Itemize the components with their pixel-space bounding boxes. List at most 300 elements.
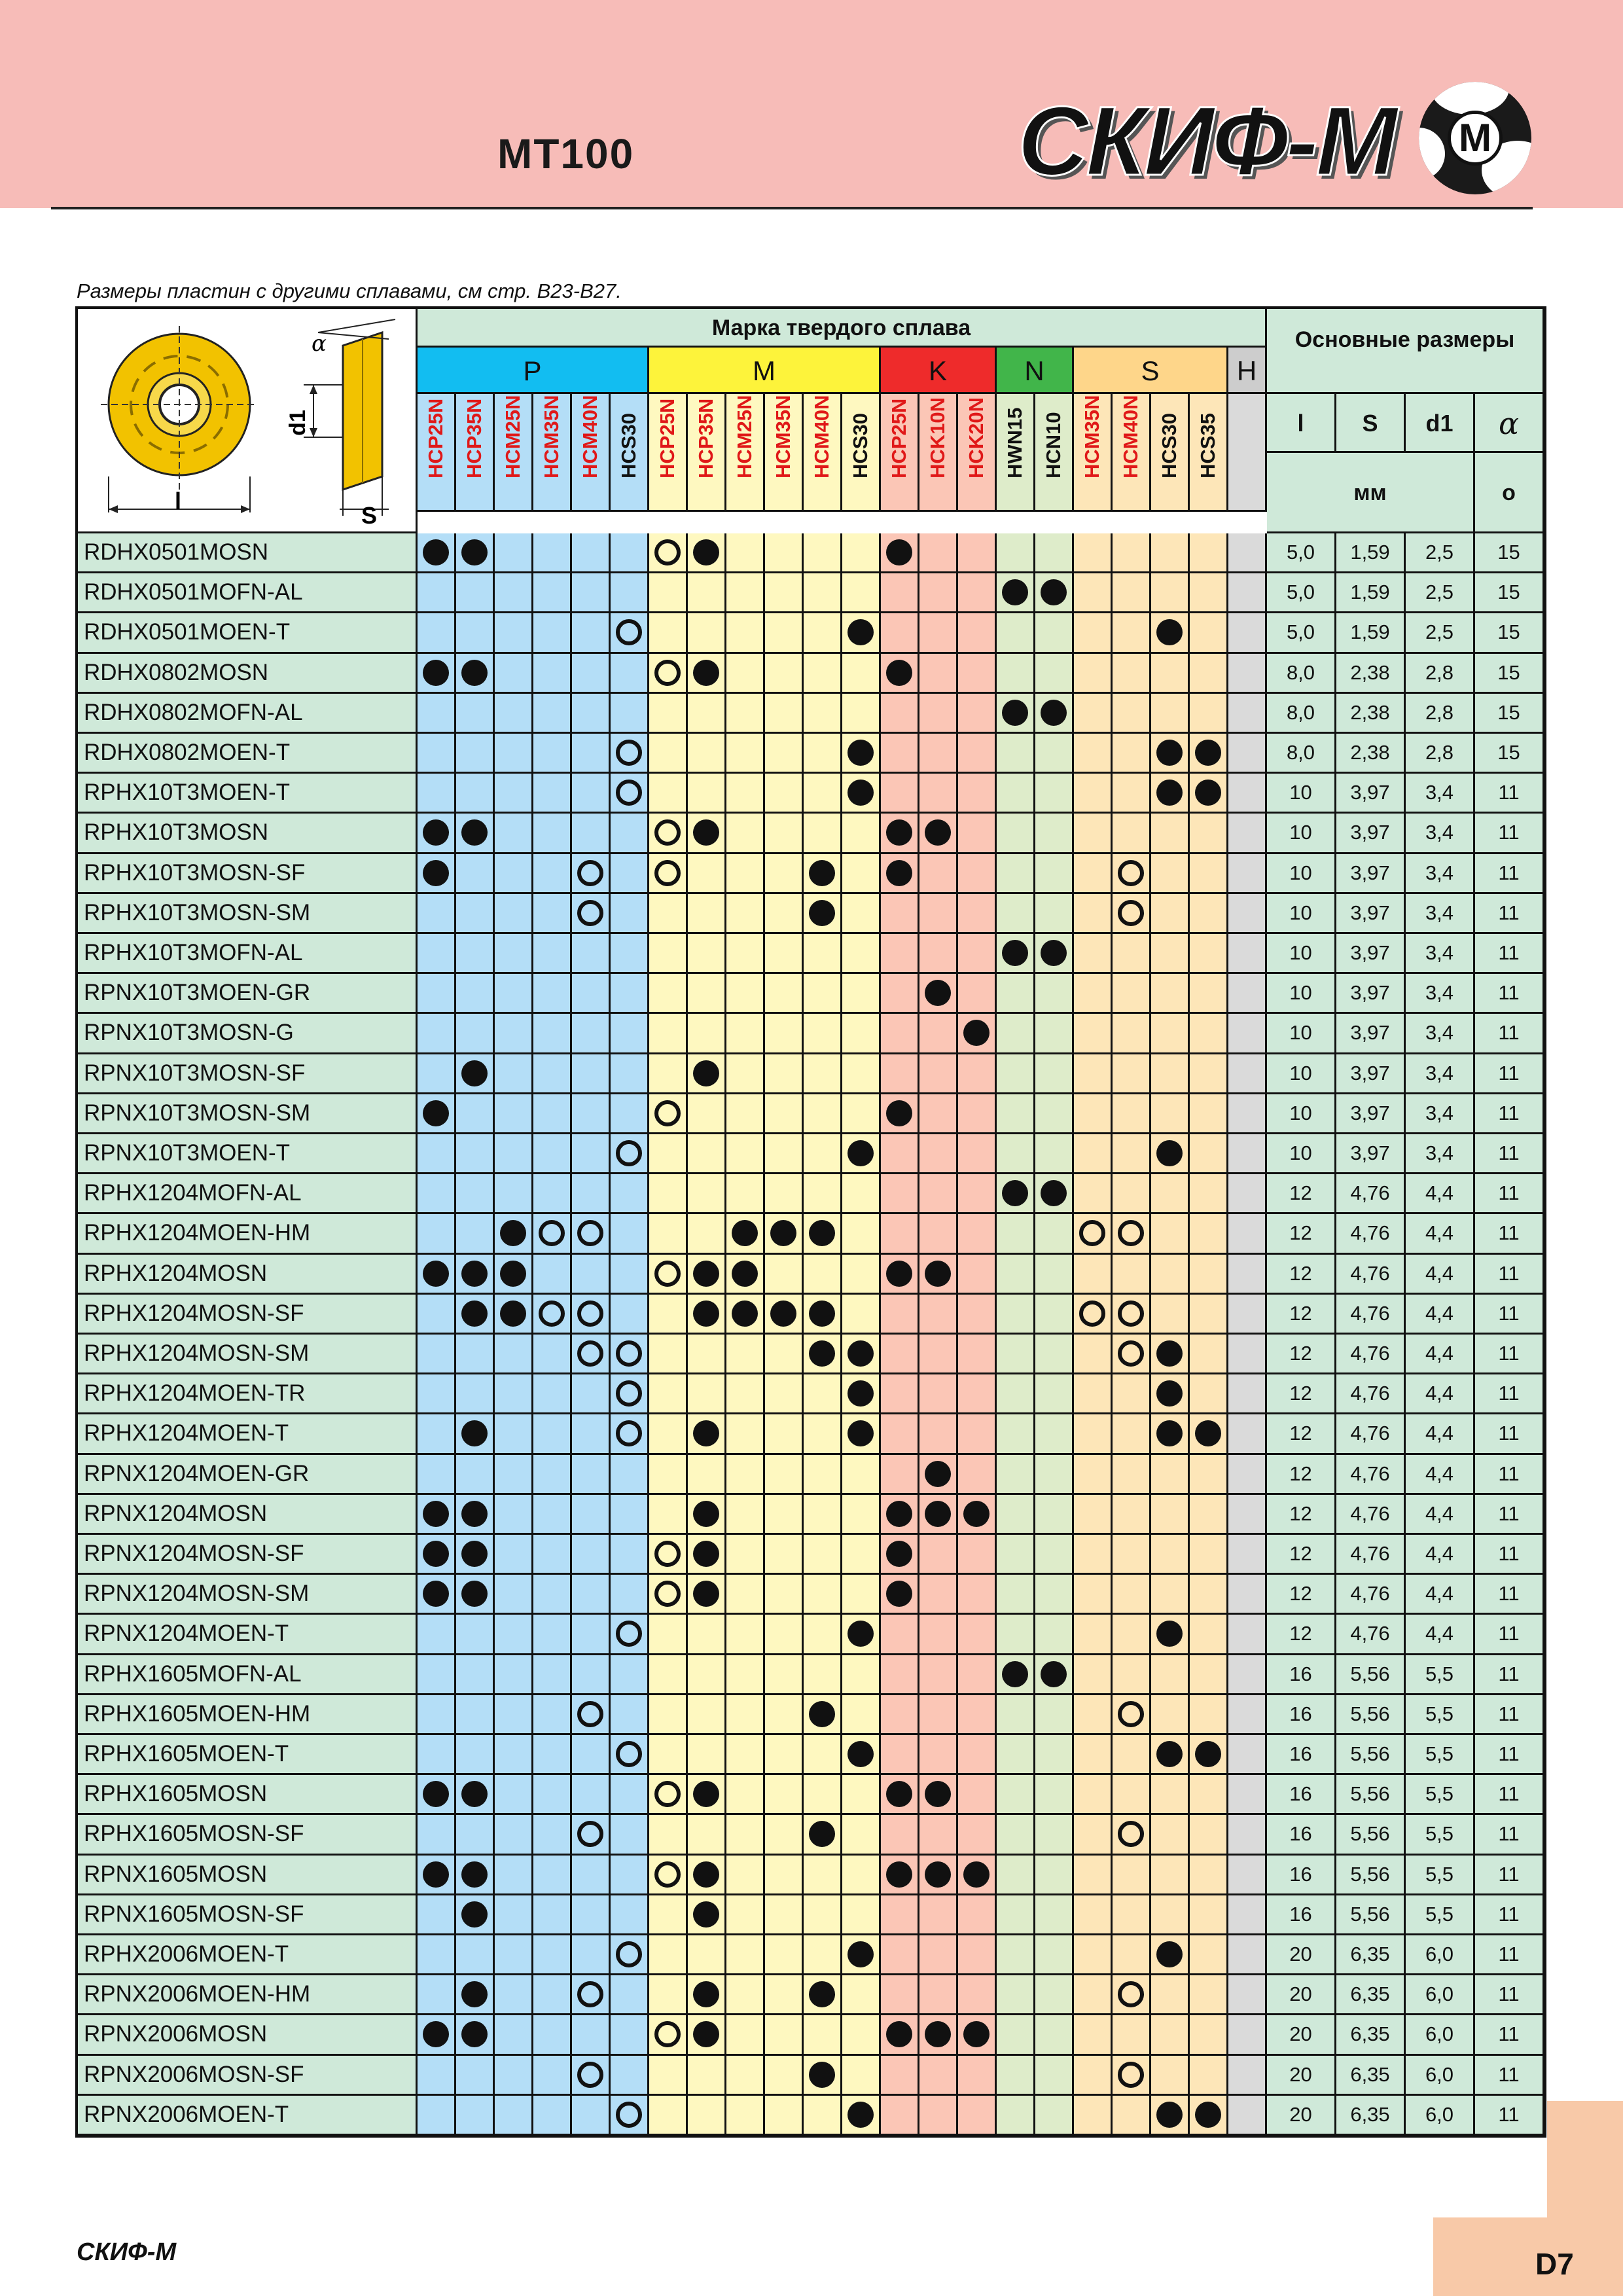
grade-cell [688,1735,726,1775]
note-text: Размеры пластин с другими сплавами, см стр. B23-B27. [77,279,622,302]
grade-cell [881,1735,919,1775]
recommended-mark [925,2021,951,2047]
dim-value-a: 15 [1475,654,1544,694]
grade-cell [881,1615,919,1655]
grade-cell [688,1094,726,1134]
alternative-mark [616,2102,642,2128]
dim-value-d1: 5,5 [1406,1735,1475,1775]
grade-cell [1113,1535,1151,1575]
grade-cell [1228,1335,1267,1374]
recommended-mark [847,1420,874,1446]
grade-cell [649,1535,688,1575]
recommended-mark [925,1861,951,1888]
dim-value-l: 10 [1267,774,1336,814]
grade-cell [495,1455,533,1495]
grade-cell [1228,1414,1267,1454]
grade-cell [1151,774,1190,814]
grade-cell [804,613,842,653]
grade-cell [919,2096,958,2136]
recommended-mark [423,1861,449,1888]
grade-cell [456,894,495,934]
recommended-mark [1156,780,1183,806]
grade-cell [533,1895,572,1935]
grade-cell [1113,1615,1151,1655]
grade-cell [572,1655,611,1695]
alternative-mark [616,1380,642,1407]
grade-cell [842,533,881,573]
grade-cell [1074,1134,1113,1174]
grade-cell [1190,2056,1228,2096]
grade-cell [919,1575,958,1615]
dim-value-s: 6,35 [1336,2056,1406,2096]
grade-cell [1151,694,1190,734]
grade-cell [611,1054,649,1094]
alternative-mark [577,1340,603,1367]
grade-cell [726,774,765,814]
grade-cell [804,814,842,853]
grade-cell [881,1134,919,1174]
grade-cell [997,1535,1035,1575]
grade-cell [842,1735,881,1775]
recommended-mark [423,539,449,565]
grade-cell [958,533,997,573]
grade-column-hcs35 [1190,394,1228,512]
grade-cell [1190,654,1228,694]
grade-cell [1074,1935,1113,1975]
dim-value-a: 11 [1475,1455,1544,1495]
dim-value-d1: 3,4 [1406,814,1475,853]
grade-cell [533,1615,572,1655]
grade-cell [456,573,495,613]
recommended-mark [886,1581,912,1607]
dim-value-d1: 6,0 [1406,2015,1475,2055]
dim-value-s: 4,76 [1336,1374,1406,1414]
grade-cell [688,1575,726,1615]
grade-cell [842,1335,881,1374]
grade-cell [1074,613,1113,653]
recommended-mark [963,1020,990,1046]
grade-cell [418,894,456,934]
dim-value-s: 1,59 [1336,613,1406,653]
grade-cell [958,2096,997,2136]
grade-cell [688,1174,726,1214]
dim-value-a: 11 [1475,934,1544,974]
grade-cell [881,894,919,934]
recommended-mark [1156,740,1183,766]
grade-cell [533,654,572,694]
grade-cell [572,974,611,1014]
grade-cell [1113,654,1151,694]
grade-cell [765,1735,804,1775]
grade-cell [1035,2056,1074,2096]
alternative-mark [1118,1981,1144,2007]
grade-cell [688,1535,726,1575]
grade-cell [765,1935,804,1975]
insert-top-view [101,326,258,513]
dim-value-l: 5,0 [1267,573,1336,613]
grade-cell [804,1054,842,1094]
recommended-mark [847,2102,874,2128]
grade-cell [765,934,804,974]
grade-cell [533,814,572,853]
alternative-mark [577,900,603,926]
grade-cell [997,2096,1035,2136]
grade-cell [997,2015,1035,2055]
grade-cell [1190,1975,1228,2015]
grade-cell [1035,774,1074,814]
dim-value-s: 4,76 [1336,1255,1406,1295]
grade-cell [1074,854,1113,894]
grade-cell [649,613,688,653]
grade-cell [1228,1014,1267,1054]
dim-value-d1: 5,5 [1406,1895,1475,1935]
grade-cell [765,573,804,613]
dim-value-a: 11 [1475,1815,1544,1855]
dim-header-1: S [1336,394,1406,453]
grade-column-hcm35n [533,394,572,512]
grade-cell [456,2015,495,2055]
grade-cell [919,1374,958,1414]
grade-cell [456,1935,495,1975]
grade-cell [495,1856,533,1895]
recommended-mark [1156,1621,1183,1647]
grade-cell [572,1856,611,1895]
dim-value-s: 2,38 [1336,734,1406,774]
grade-cell [533,1655,572,1695]
dim-value-a: 11 [1475,2096,1544,2136]
recommended-mark [500,1261,526,1287]
grade-cell [881,1335,919,1374]
dim-value-a: 11 [1475,1975,1544,2015]
grade-cell [1151,1895,1190,1935]
recommended-mark [461,1901,488,1928]
grade-cell [649,1975,688,2015]
grade-cell [533,1414,572,1454]
grade-cell [456,1655,495,1695]
dim-value-a: 11 [1475,1775,1544,1815]
grade-cell [958,1054,997,1094]
grade-cell [495,1054,533,1094]
grade-cell [1151,1856,1190,1895]
grade-cell [842,774,881,814]
recommended-mark [1041,579,1067,605]
grade-cell [418,613,456,653]
grade-cell [533,533,572,573]
grade-cell [572,1975,611,2015]
recommended-mark [809,1300,835,1327]
grade-cell [1228,1295,1267,1335]
grade-column-hcm40n [804,394,842,512]
alternative-mark [616,1621,642,1647]
recommended-mark [693,1781,719,1807]
recommended-mark [1156,1380,1183,1407]
dim-value-l: 16 [1267,1735,1336,1775]
dim-value-l: 16 [1267,1695,1336,1735]
grade-cell [533,1335,572,1374]
grade-cell [881,573,919,613]
grade-cell [765,1575,804,1615]
grade-cell [842,1255,881,1295]
dim-value-d1: 5,5 [1406,1695,1475,1735]
grade-cell [611,1695,649,1735]
grade-name: HCM40N [1119,395,1142,478]
grade-cell [1190,2096,1228,2136]
grade-cell [572,894,611,934]
recommended-mark [1002,1661,1028,1687]
series-title: MT100 [497,130,635,177]
grade-cell [1228,1054,1267,1094]
recommended-mark [732,1261,758,1287]
grade-cell [611,2096,649,2136]
grade-cell [456,1134,495,1174]
grade-cell [1190,934,1228,974]
grade-cell [919,1094,958,1134]
dim-value-d1: 6,0 [1406,1935,1475,1975]
grade-cell [495,1255,533,1295]
grade-cell [1151,1054,1190,1094]
grade-cell [688,613,726,653]
grade-cell [958,1414,997,1454]
grade-cell [726,854,765,894]
grade-cell [688,1335,726,1374]
grade-cell [1074,1775,1113,1815]
grade-cell [919,1535,958,1575]
dim-value-a: 11 [1475,1094,1544,1134]
grade-cell [881,934,919,974]
grade-cell [726,613,765,653]
grade-cell [958,1615,997,1655]
grade-cell [418,2015,456,2055]
grade-cell [765,774,804,814]
grade-cell [765,694,804,734]
grade-cell [1074,573,1113,613]
grade-cell [495,1414,533,1454]
grade-cell [726,1374,765,1414]
grade-cell [495,1975,533,2015]
recommended-mark [1195,780,1221,806]
grade-cell [765,533,804,573]
grade-cell [804,694,842,734]
dim-value-d1: 2,5 [1406,613,1475,653]
dim-value-s: 5,56 [1336,1735,1406,1775]
grade-cell [533,1856,572,1895]
grade-cell [726,2096,765,2136]
grade-cell [765,1615,804,1655]
recommended-mark [1156,2102,1183,2128]
grade-cell [418,1655,456,1695]
dim-value-l: 8,0 [1267,654,1336,694]
recommended-mark [1156,1140,1183,1166]
grade-cell [456,1975,495,2015]
grade-cell [688,2056,726,2096]
grade-cell [649,1775,688,1815]
row-model-name: RPNX10T3MOSN-G [77,1014,418,1054]
grade-cell [649,2015,688,2055]
grade-cell [842,1655,881,1695]
row-model-name: RPHX2006MOEN-T [77,1935,418,1975]
grade-column-hcm35n [765,394,804,512]
grade-cell [418,2096,456,2136]
grade-cell [1113,1214,1151,1254]
grade-cell [765,1414,804,1454]
grade-cell [1228,1735,1267,1775]
grade-cell [842,894,881,934]
dim-value-a: 11 [1475,1174,1544,1214]
grade-cell [611,1214,649,1254]
grade-cell [804,1935,842,1975]
dim-value-l: 16 [1267,1655,1336,1695]
grade-cell [495,974,533,1014]
grade-cell [456,974,495,1014]
grade-cell [726,1495,765,1535]
grade-column-hcm35n [1074,394,1113,512]
grade-cell [1151,734,1190,774]
row-model-name: RDHX0501MOEN-T [77,613,418,653]
recommended-mark [886,2021,912,2047]
grade-cell [1151,1615,1190,1655]
grade-cell [533,2015,572,2055]
grade-cell [765,814,804,853]
grade-cell [842,734,881,774]
grade-cell [533,774,572,814]
grade-cell [919,1335,958,1374]
dims-title: Основные размеры [1267,308,1544,394]
grade-cell [1151,2056,1190,2096]
grade-cell [649,1856,688,1895]
grade-cell [726,814,765,853]
dim-value-l: 10 [1267,974,1336,1014]
recommended-mark [423,660,449,686]
grade-cell [1035,1575,1074,1615]
recommended-mark [886,660,912,686]
grade-cell [1228,814,1267,853]
grade-cell [688,533,726,573]
grade-cell [958,1374,997,1414]
grade-cell [765,1014,804,1054]
grade-cell [765,1214,804,1254]
alternative-mark [654,1581,681,1607]
grade-cell [688,1856,726,1895]
grade-cell [726,1575,765,1615]
dim-value-s: 4,76 [1336,1575,1406,1615]
grade-cell [572,1295,611,1335]
grade-cell [1151,1935,1190,1975]
dim-value-d1: 3,4 [1406,1134,1475,1174]
grade-cell [1228,1535,1267,1575]
alternative-mark [577,1220,603,1246]
grade-cell [572,1414,611,1454]
dim-value-s: 3,97 [1336,854,1406,894]
grade-cell [688,1374,726,1414]
grade-cell [611,1535,649,1575]
grade-cell [842,854,881,894]
grade-column-hcm25n [726,394,765,512]
grade-cell [456,1295,495,1335]
recommended-mark [461,1781,488,1807]
grade-cell [611,1495,649,1535]
grade-cell [1074,2015,1113,2055]
grade-cell [997,1775,1035,1815]
dim-unit-mm: мм [1267,453,1475,533]
recommended-mark [1156,619,1183,645]
grade-cell [958,1695,997,1735]
grade-cell [1228,1495,1267,1535]
dim-value-d1: 4,4 [1406,1255,1475,1295]
grade-cell [881,654,919,694]
dim-value-d1: 5,5 [1406,1775,1475,1815]
recommended-mark [809,860,835,886]
grade-name: HCS30 [849,413,872,478]
recommended-mark [423,1501,449,1527]
grade-cell [958,613,997,653]
grade-cell [1190,1895,1228,1935]
grade-cell [726,1174,765,1214]
row-model-name: RPHX10T3MOSN [77,814,418,853]
grade-name: HCM25N [501,395,524,478]
grade-cell [1228,1856,1267,1895]
grade-cell [1228,1895,1267,1935]
alternative-mark [1079,1300,1105,1327]
grade-cell [495,2056,533,2096]
recommended-mark [461,660,488,686]
recommended-mark [1041,700,1067,726]
grade-cell [649,1174,688,1214]
grade-cell [1113,934,1151,974]
grade-cell [688,854,726,894]
diagram-label-l: l [174,488,182,514]
grade-cell [765,1856,804,1895]
grade-cell [804,1895,842,1935]
grade-cell [726,1615,765,1655]
row-model-name: RPHX1605MOEN-HM [77,1695,418,1735]
recommended-mark [693,1981,719,2007]
dim-value-s: 2,38 [1336,654,1406,694]
grade-cell [919,1695,958,1735]
grade-cell [572,854,611,894]
grade-cell [495,774,533,814]
grade-cell [881,1414,919,1454]
grade-cell [881,1374,919,1414]
grade-cell [418,694,456,734]
row-model-name: RPHX1605MOFN-AL [77,1655,418,1695]
grade-cell [958,814,997,853]
grade-cell [765,1054,804,1094]
grade-cell [1151,533,1190,573]
dim-value-a: 11 [1475,1255,1544,1295]
grade-cell [1035,854,1074,894]
grade-column-hcn10 [1035,394,1074,512]
grade-cell [611,2056,649,2096]
grade-cell [1074,1174,1113,1214]
grade-cell [1113,894,1151,934]
grade-cell [1074,1856,1113,1895]
grade-cell [456,1895,495,1935]
dim-value-d1: 6,0 [1406,1975,1475,2015]
grade-cell [649,533,688,573]
row-model-name: RDHX0802MOEN-T [77,734,418,774]
grade-cell [495,1895,533,1935]
grade-cell [533,1695,572,1735]
grade-cell [1190,1856,1228,1895]
grade-cell [1190,533,1228,573]
grade-cell [1113,1856,1151,1895]
grade-cell [688,1295,726,1335]
alternative-mark [654,1100,681,1126]
grade-cell [804,2015,842,2055]
grade-cell [804,1975,842,2015]
grade-cell [804,1575,842,1615]
grade-cell [1035,1735,1074,1775]
